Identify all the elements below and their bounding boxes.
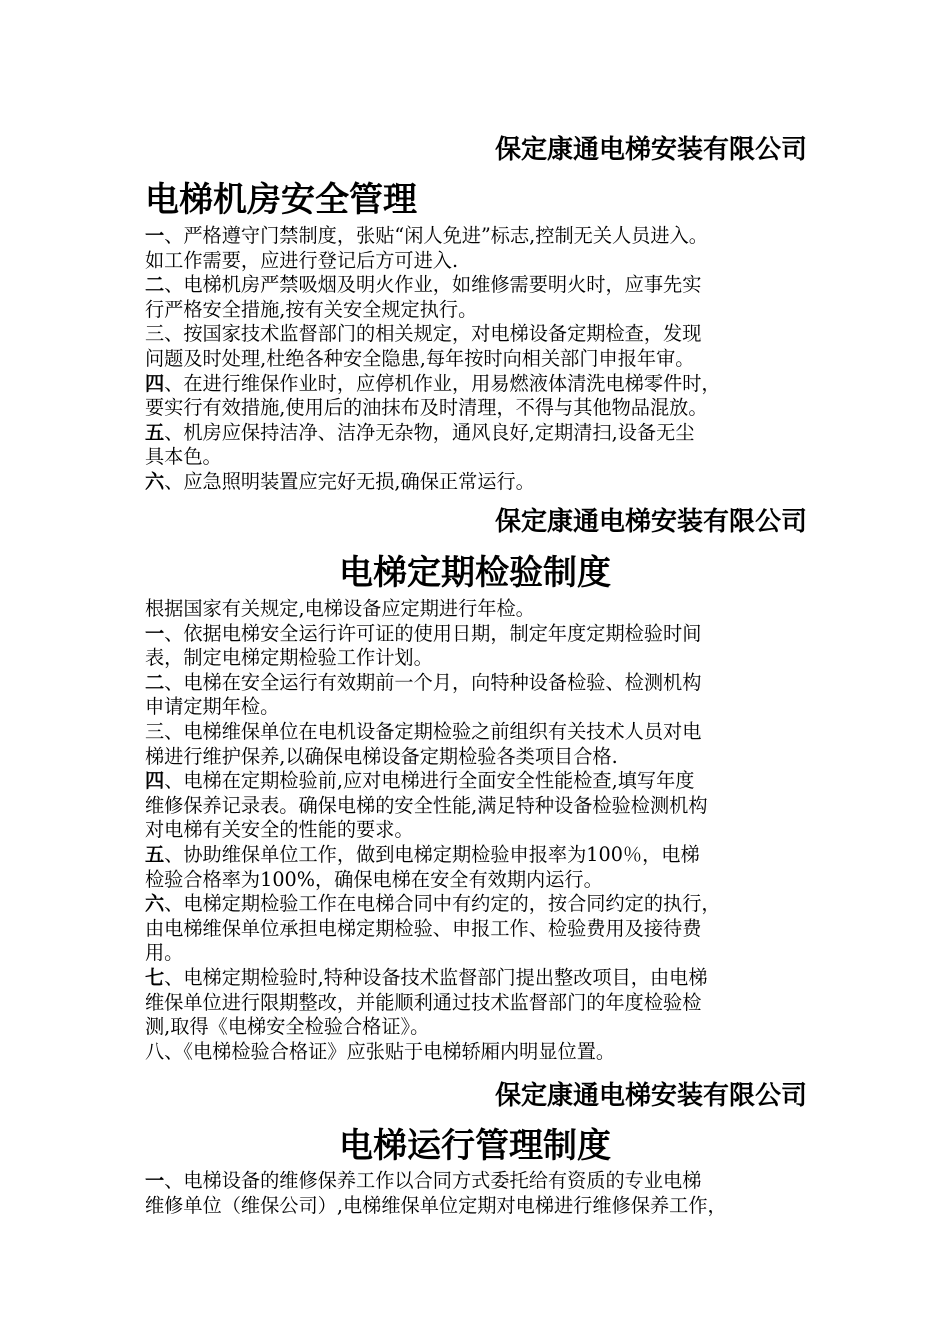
text-line — [145, 646, 433, 670]
line-text: 问题及时处理,杜绝各种安全隐患,每年按时向相关部门申报年审。 — [145, 347, 695, 370]
line-text: 八、《电梯检验合格证》应张贴于电梯轿厢内明显位置。 — [145, 1039, 616, 1063]
text-line — [145, 273, 701, 297]
line-text: 要实行有效措施,使用后的油抹布及时清理，不得与其他物品混放。 — [145, 396, 708, 420]
section-title: 电梯运行管理制度 — [339, 1126, 611, 1166]
item-number: 五 — [145, 420, 165, 444]
line-text: 表，制定电梯定期检验工作计划。 — [145, 646, 433, 670]
text-line — [145, 470, 535, 494]
item-number: 一 — [145, 1169, 165, 1192]
text-line — [145, 249, 458, 273]
section-title: 电梯定期检验制度 — [339, 553, 611, 593]
text-line — [145, 372, 721, 396]
line-text: 具本色。 — [145, 445, 222, 469]
text-line — [145, 966, 708, 990]
line-text: 、依据电梯安全运行许可证的使用日期，制定年度定期检验时间 — [164, 621, 702, 645]
line-text: 、电梯定期检验工作在电梯合同中有约定的，按合同约定的执行， — [164, 892, 721, 916]
text-line — [145, 421, 694, 445]
text-line — [145, 1015, 429, 1039]
line-text: 、电梯定期检验时,特种设备技术监督部门提出整改项目，由电梯 — [164, 966, 708, 989]
line-text: 梯进行维护保养,以确保电梯设备定期检验各类项目合格. — [145, 744, 618, 768]
line-text: 三、电梯维保单位在电机设备定期检验之前组织有关技术人员对电 — [145, 720, 702, 743]
line-text: 、应急照明装置应完好无损,确保正常运行。 — [164, 470, 535, 493]
line-text: 维保单位进行限期整改，并能顺利通过技术监督部门的年度检验检 — [145, 990, 702, 1014]
item-number: 一 — [145, 224, 165, 247]
text-line — [145, 769, 694, 793]
line-text: 对电梯有关安全的性能的要求。 — [145, 818, 414, 842]
item-number: 五 — [145, 843, 165, 866]
text-line — [145, 347, 694, 371]
line-text: 、电梯机房严禁吸烟及明火作业，如维修需要明火时，应事先实 — [164, 273, 702, 297]
text-line — [145, 941, 183, 965]
line-text: 、严格遵守门禁制度，张贴“闲人免进”标志,控制无关人员进入。 — [164, 224, 708, 247]
text-line — [145, 396, 708, 420]
text-line — [145, 843, 700, 867]
line-text: 申请定期年检。 — [145, 695, 280, 719]
text-line — [145, 597, 535, 621]
company-name: 保定康通电梯安装有限公司 — [494, 1081, 807, 1111]
line-text: 、协助维保单位工作，做到电梯定期检验申报率为100％，电梯 — [164, 843, 700, 866]
text-line — [145, 720, 701, 744]
text-line — [145, 1194, 727, 1218]
text-line — [145, 322, 701, 346]
text-line — [145, 892, 721, 916]
line-text: 、电梯在安全运行有效期前一个月，向特种设备检验、检测机构 — [164, 670, 702, 694]
text-line — [145, 1169, 701, 1193]
text-line — [145, 298, 477, 322]
item-number: 四 — [145, 769, 165, 793]
line-text: 、电梯在定期检验前,应对电梯进行全面安全性能检查,填写年度 — [164, 769, 695, 793]
item-number: 六 — [145, 470, 165, 493]
line-text: 用。 — [145, 941, 184, 965]
company-name: 保定康通电梯安装有限公司 — [494, 135, 807, 165]
line-text: 维修保养记录表。确保电梯的安全性能,满足特种设备检验检测机构 — [145, 793, 708, 817]
text-line — [145, 695, 279, 719]
text-line — [145, 745, 618, 769]
text-line — [145, 622, 701, 646]
text-line — [145, 818, 414, 842]
line-text: 如工作需要，应进行登记后方可进入. — [145, 248, 459, 272]
item-number: 二 — [145, 670, 165, 694]
line-text: 、在进行维保作业时，应停机作业，用易燃液体清洗电梯零件时， — [164, 371, 721, 395]
item-number: 七 — [145, 966, 165, 989]
text-line — [145, 991, 701, 1015]
text-line — [145, 445, 222, 469]
text-line — [145, 1040, 615, 1064]
text-line — [145, 917, 701, 941]
text-line — [145, 224, 708, 248]
line-text: 行严格安全措施,按有关安全规定执行。 — [145, 297, 478, 321]
item-number: 二 — [145, 273, 165, 297]
text-line — [145, 794, 708, 818]
line-text: 根据国家有关规定,电梯设备应定期进行年检。 — [145, 597, 535, 620]
section-title: 电梯机房安全管理 — [145, 180, 417, 220]
line-text: 、机房应保持洁净、洁净无杂物，通风良好,定期清扫,设备无尘 — [164, 420, 695, 444]
text-line — [145, 868, 603, 892]
line-text: 由电梯维保单位承担电梯定期检验、申报工作、检验费用及接待费 — [145, 916, 702, 940]
text-line — [145, 671, 701, 695]
line-text: 检验合格率为100%，确保电梯在安全有效期内运行。 — [145, 867, 603, 891]
line-text: 测,取得《电梯安全检验合格证》。 — [145, 1015, 430, 1039]
item-number: 六 — [145, 892, 165, 916]
item-number: 四 — [145, 371, 165, 395]
line-text: 三、按国家技术监督部门的相关规定，对电梯设备定期检查，发现 — [145, 322, 702, 346]
company-name: 保定康通电梯安装有限公司 — [494, 507, 807, 537]
line-text: 维修单位（维保公司）,电梯维保单位定期对电梯进行维修保养工作， — [145, 1193, 727, 1217]
line-text: 、电梯设备的维修保养工作以合同方式委托给有资质的专业电梯 — [164, 1169, 702, 1192]
item-number: 一 — [145, 621, 165, 645]
